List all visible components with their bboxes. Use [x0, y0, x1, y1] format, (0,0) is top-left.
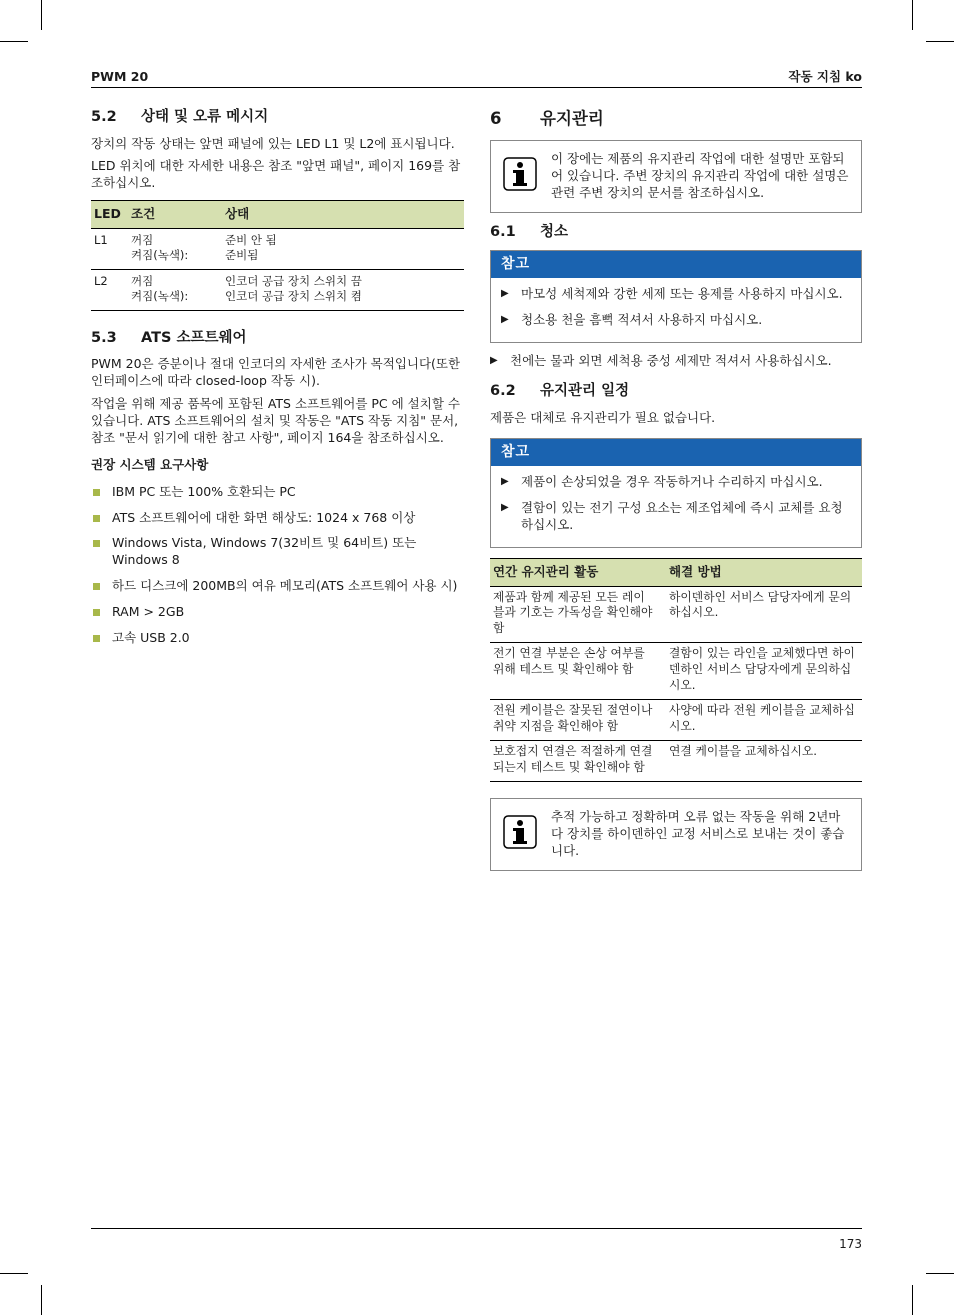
info-icon	[503, 815, 537, 849]
crop-mark	[41, 1285, 42, 1315]
section-title: 상태 및 오류 메시지	[141, 109, 269, 125]
list-item: ▶ 결함이 있는 전기 구성 요소는 제조업체에 즉시 교체를 요청하십시오.	[501, 500, 851, 534]
section-title: ATS 소프트웨어	[141, 329, 247, 346]
cell-line: 인코더 공급 장치 스위치 켬	[225, 288, 362, 303]
table-row	[490, 586, 862, 643]
cell-line: 준비됨	[225, 248, 259, 262]
section-number: 6.1	[490, 223, 516, 240]
cell-line: 준비 안 됨	[225, 233, 277, 248]
maintenance-table	[490, 558, 862, 783]
list-item: ▶ 천에는 물과 외면 세척용 중성 세제만 적셔서 사용하십시오.	[490, 353, 862, 370]
list-item: Windows Vista, Windows 7(32비트 및 64비트) 또는 Windows 8	[91, 535, 464, 569]
section-5-3-heading	[91, 329, 464, 349]
paragraph: 제품은 대체로 유지관리가 필요 없습니다.	[490, 409, 716, 425]
notice-box	[490, 250, 862, 343]
notice-title: 참고	[491, 439, 861, 466]
section-title: 유지관리 일정	[540, 382, 630, 399]
table-cell: 연결 케이블을 교체하십시오.	[666, 741, 862, 782]
section-title: 유지관리	[540, 109, 604, 128]
paragraph: 작업을 위해 제공 품목에 포함된 ATS 소프트웨어를 PC 에 설치할 수 있습니다. ATS 소프트웨어의 설치 및 작동은 "ATS 작동 지침" 문서, 참조 "문서 읽기에 대한 참고 사항", 페이지 164을 참조하십시오.	[91, 396, 460, 445]
led-status-table	[91, 200, 464, 311]
crop-mark	[912, 0, 913, 30]
crop-mark	[0, 1273, 28, 1274]
footer-rule	[91, 1228, 862, 1229]
table-row	[490, 643, 862, 700]
table-cell: L2	[91, 269, 128, 310]
table-row	[490, 741, 862, 782]
notice-list	[491, 278, 861, 342]
table-cell: 전원 케이블은 잘못된 절연이나 취약 지점을 확인해야 함	[490, 700, 666, 741]
table-row	[91, 229, 464, 270]
section-title: 청소	[540, 223, 569, 240]
page-header	[91, 68, 862, 88]
list-item: ▶ 제품이 손상되었을 경우 작동하거나 수리하지 마십시오.	[501, 474, 851, 491]
table-header: 상태	[222, 201, 464, 229]
chapter-6-heading	[490, 108, 862, 130]
table-cell: 하이덴하인 서비스 담당자에게 문의하십시오.	[666, 586, 862, 643]
section-number: 5.2	[91, 109, 117, 125]
paragraph: 장치의 작동 상태는 앞면 패널에 있는 LED L1 및 L2에 표시됩니다.	[91, 135, 455, 151]
crop-mark	[41, 0, 42, 30]
table-cell: 결함이 있는 라인을 교체했다면 하이덴하인 서비스 담당자에게 문의하십시오.	[666, 643, 862, 700]
section-5-2-heading	[91, 108, 464, 128]
paragraph: LED 위치에 대한 자세한 내용은 참조 "앞면 패널", 페이지 169를 참조하십시오.	[91, 158, 461, 191]
list-item: ▶ 청소용 천을 흠뻑 적셔서 사용하지 마십시오.	[501, 312, 851, 329]
table-header: 해결 방법	[666, 558, 862, 586]
cell-line: 인코더 공급 장치 스위치 끔	[225, 273, 362, 288]
table-cell	[222, 229, 464, 270]
table-cell	[128, 269, 222, 310]
list-item: IBM PC 또는 100% 호환되는 PC	[91, 484, 464, 501]
section-6-2-heading	[490, 382, 862, 402]
cell-line: 켜짐(녹색):	[131, 248, 189, 262]
crop-mark	[926, 1273, 954, 1274]
notice-box	[490, 438, 862, 548]
header-product: PWM 20	[91, 69, 149, 84]
section-number: 5.3	[91, 329, 117, 346]
table-header: 조건	[128, 201, 222, 229]
table-header: 연간 유지관리 활동	[490, 558, 666, 586]
cell-line: 켜짐(녹색):	[131, 288, 189, 303]
crop-mark	[926, 41, 954, 42]
section-number: 6	[490, 109, 502, 128]
instruction-list	[490, 353, 862, 370]
right-column	[490, 108, 862, 881]
table-row	[91, 269, 464, 310]
table-cell: 사양에 따라 전원 케이블을 교체하십시오.	[666, 700, 862, 741]
list-item: RAM > 2GB	[91, 604, 464, 621]
info-text: 이 장에는 제품의 유지관리 작업에 대한 설명만 포함되어 있습니다. 주변 장치의 유지관리 작업에 대한 설명은 관련 주변 장치의 문서를 참조하십시오.	[551, 151, 849, 201]
table-cell: 보호접지 연결은 적절하게 연결되는지 테스트 및 확인해야 함	[490, 741, 666, 782]
header-doc-title: 작동 지침 ko	[788, 69, 862, 84]
info-icon	[503, 157, 537, 191]
notice-list	[491, 466, 861, 547]
table-cell: 제품과 함께 제공된 모든 레이블과 기호는 가독성을 확인해야 함	[490, 586, 666, 643]
list-item: ATS 소프트웨어에 대한 화면 해상도: 1024 x 768 이상	[91, 510, 464, 527]
paragraph: PWM 20은 증분이나 절대 인코더의 자세한 조사가 목적입니다(또한 인터페이스에 따라 closed-loop 작동 시).	[91, 356, 461, 389]
table-row	[490, 700, 862, 741]
left-column	[91, 108, 464, 656]
crop-mark	[0, 41, 28, 42]
info-box	[490, 798, 862, 871]
requirements-list	[91, 484, 464, 647]
info-text: 추적 가능하고 정확하며 오류 없는 작동을 위해 2년마다 장치를 하이덴하인 교정 서비스로 보내는 것이 좋습니다.	[551, 809, 845, 859]
table-header: LED	[91, 201, 128, 229]
cell-line: 꺼짐	[131, 233, 154, 248]
section-number: 6.2	[490, 382, 516, 399]
table-cell: 전기 연결 부분은 손상 여부를 위해 테스트 및 확인해야 함	[490, 643, 666, 700]
list-item: 하드 디스크에 200MB의 여유 메모리(ATS 소프트웨어 사용 시)	[91, 578, 464, 595]
section-6-1-heading	[490, 223, 862, 243]
info-box	[490, 140, 862, 213]
requirements-heading: 권장 시스템 요구사항	[91, 456, 209, 472]
crop-mark	[912, 1285, 913, 1315]
page-number: 173	[839, 1237, 862, 1251]
cell-line: 꺼짐	[131, 273, 154, 288]
list-item: 고속 USB 2.0	[91, 630, 464, 647]
table-cell	[128, 229, 222, 270]
table-cell	[222, 269, 464, 310]
list-item: ▶ 마모성 세척제와 강한 세제 또는 용제를 사용하지 마십시오.	[501, 286, 851, 303]
notice-title: 참고	[491, 251, 861, 278]
table-cell: L1	[91, 229, 128, 270]
